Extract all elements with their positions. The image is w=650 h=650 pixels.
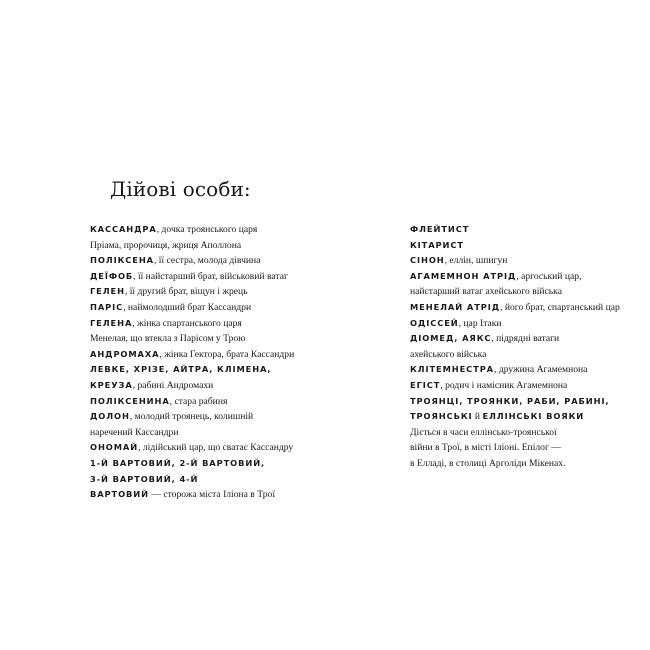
character-name: ПОЛІКСЕНА <box>90 255 154 266</box>
character-name: ФЛЕЙТИСТ <box>410 224 470 234</box>
character-name: ДІОМЕД, АЯКС <box>410 333 492 344</box>
character-line <box>410 331 630 347</box>
character-name: ЕГІСТ <box>410 379 441 390</box>
character-description: , цар Ітаки <box>458 317 502 329</box>
character-line <box>90 347 340 363</box>
character-name: МЕНЕЛАЙ АТРІД <box>410 301 501 312</box>
character-description: , його брат, спартанський цар <box>500 301 620 313</box>
character-line <box>410 253 630 269</box>
character-name: АНДРОМАХА <box>90 348 160 359</box>
character-name: КРЕУЗА <box>90 379 133 390</box>
character-description: , дочка троянського царя <box>156 224 258 235</box>
character-line <box>410 238 630 254</box>
character-name: ДЕЇФОБ <box>90 270 134 281</box>
character-line <box>410 347 630 363</box>
character-line <box>90 253 340 269</box>
character-line <box>90 472 340 488</box>
character-line <box>410 394 630 410</box>
character-line <box>410 284 630 300</box>
character-line <box>90 316 340 332</box>
character-name: ГЕЛЕНА <box>90 317 133 328</box>
character-description: , еллін, шпигун <box>444 255 508 267</box>
character-line <box>90 487 340 503</box>
character-description: , аргоський цар, <box>516 270 582 282</box>
character-name: ТРОЯНСЬКІ <box>410 411 473 422</box>
page-title: Дійові особи: <box>110 177 251 201</box>
character-description: , лідійський цар, що сватає Кассандру <box>138 442 294 454</box>
character-name: КАССАНДРА <box>90 224 157 234</box>
character-description: , її сестра, молода дівчина <box>153 255 261 267</box>
character-description: , підрядні ватаги <box>491 333 560 345</box>
character-line <box>410 316 630 332</box>
characters-left-column <box>90 222 340 503</box>
character-description: наречений Кассандри <box>90 426 179 438</box>
character-line <box>90 269 340 285</box>
character-description: Діється в часи еллінсько-троянської <box>410 426 557 438</box>
character-description: , дружина Агамемнона <box>494 364 588 376</box>
character-line <box>90 440 340 456</box>
character-description: Пріама, пророчиця, жриця Аполлона <box>90 239 242 251</box>
character-description: , рабині Андромахи <box>132 379 214 391</box>
character-line <box>90 456 340 472</box>
character-description: , її другий брат, віщун і жрець <box>124 286 248 298</box>
character-line <box>90 362 340 378</box>
character-line <box>410 378 630 394</box>
character-name: КІТАРИСТ <box>410 239 464 250</box>
character-line <box>90 378 340 394</box>
character-line <box>410 222 630 238</box>
character-description: — сторожа міста Іліона в Трої <box>148 489 275 501</box>
character-line <box>90 222 340 238</box>
character-name: ПАРІС <box>90 301 124 312</box>
character-line <box>90 300 340 316</box>
character-name: КЛІТЕМНЕСТРА <box>410 364 495 375</box>
character-line <box>90 284 340 300</box>
character-name: ЕЛЛІНСЬКІ ВОЯКИ <box>482 411 585 422</box>
character-name: ТРОЯНЦІ, ТРОЯНКИ, РАБИ, РАБИНІ, <box>410 395 610 406</box>
characters-right-column <box>410 222 630 472</box>
character-description: , наймолодший брат Кассандри <box>123 301 252 313</box>
character-description: війни в Трої, в місті Іліоні. Епілог — <box>410 442 561 454</box>
character-name: ВАРТОВИЙ <box>90 489 149 500</box>
character-description: й <box>472 411 483 423</box>
character-line <box>90 394 340 410</box>
character-line <box>90 238 340 254</box>
character-line <box>410 456 630 472</box>
character-description: ахейського війська <box>410 348 487 360</box>
character-description: , родич і намісник Агамемнона <box>440 379 568 391</box>
character-line <box>410 440 630 456</box>
character-description: Менелая, що втекла з Парісом у Трою <box>90 333 246 345</box>
character-description: , жінка спартанського царя <box>132 317 242 329</box>
character-name: ПОЛІКСЕНИНА <box>90 395 170 406</box>
character-line <box>90 409 340 425</box>
character-description: , жінка Гектора, брата Кассандри <box>159 348 295 360</box>
character-line <box>90 425 340 441</box>
character-line <box>410 362 630 378</box>
character-name: ЛЕВКЕ, ХРІЗЕ, АЙТРА, КЛІМЕНА, <box>90 364 272 375</box>
character-name: 1-Й ВАРТОВИЙ, 2-Й ВАРТОВИЙ, <box>90 457 266 468</box>
character-line <box>410 409 630 425</box>
character-name: ГЕЛЕН <box>90 286 125 297</box>
character-name: ОНОМАЙ <box>90 442 139 453</box>
character-line <box>90 331 340 347</box>
character-description: , молодий троянець, колишній <box>129 411 254 423</box>
character-line <box>410 300 630 316</box>
character-description: в Елладі, в столиці Арголіди Мікенах. <box>410 457 566 469</box>
character-description: , стара рабиня <box>169 395 228 407</box>
character-line <box>410 425 630 441</box>
character-name: ДОЛОН <box>90 411 130 422</box>
character-description: найстарший ватаг ахейського війська <box>410 286 562 298</box>
character-name: 3-Й ВАРТОВИЙ, 4-Й <box>90 473 199 484</box>
character-name: СІНОН <box>410 255 445 266</box>
character-name: ОДІССЕЙ <box>410 317 459 328</box>
character-line <box>410 269 630 285</box>
character-description: , її найстарший брат, військовий ватаг <box>133 270 288 282</box>
character-name: АГАМЕМНОН АТРІД <box>410 270 517 281</box>
